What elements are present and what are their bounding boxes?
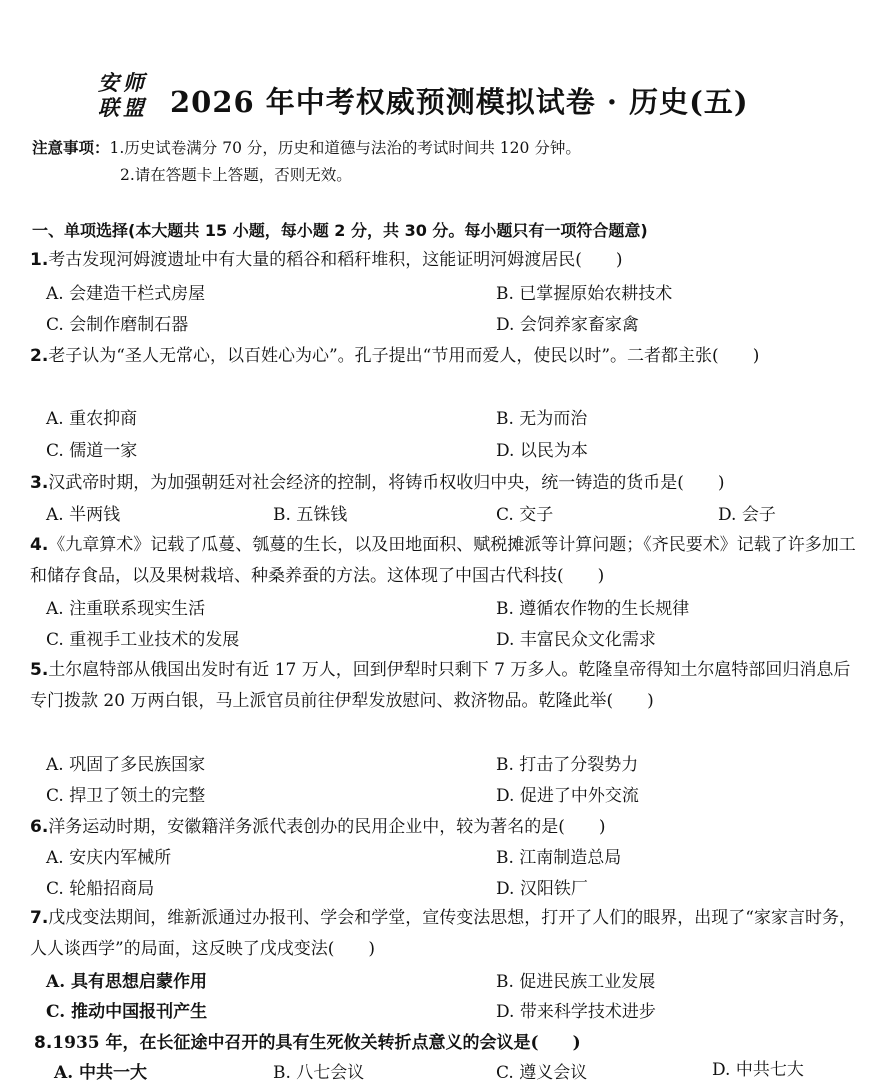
question-text: 洋务运动时期，安徽籍洋务派代表创办的民用企业中，较为著名的是( ): [48, 817, 606, 837]
q5-option-d[interactable]: D. 促进了中外交流: [496, 786, 639, 806]
q7-option-c[interactable]: C. 推动中国报刊产生: [46, 1002, 208, 1022]
q1-option-c[interactable]: C. 会制作磨制石器: [46, 315, 189, 335]
q5-option-a[interactable]: A. 巩固了多民族国家: [46, 755, 206, 775]
question-number: 6.: [30, 817, 49, 837]
question-8: [34, 1028, 581, 1053]
q4-option-b[interactable]: B. 遵循农作物的生长规律: [496, 599, 690, 619]
q3-option-d[interactable]: D. 会子: [718, 505, 776, 525]
q3-option-a[interactable]: A. 半两钱: [46, 505, 121, 525]
q2-option-b[interactable]: B. 无为而治: [496, 409, 588, 429]
q4-option-d[interactable]: D. 丰富民众文化需求: [496, 630, 656, 650]
q2-option-d[interactable]: D. 以民为本: [496, 441, 588, 461]
question-text: 土尔扈特部从俄国出发时有近 17 万人，回到伊犁时只剩下 7 万多人。乾隆皇帝得知土尔扈特部回归消息后专门拨款 20 万两白银，马上派官员前往伊犁发放慰问、救济物品。乾隆此举( ): [30, 660, 851, 711]
q7-option-a[interactable]: A. 具有思想启蒙作用: [46, 972, 208, 992]
question-2: [30, 341, 865, 372]
q6-option-b[interactable]: B. 江南制造总局: [496, 848, 622, 868]
question-text: 《九章算术》记载了瓜蔓、瓠蔓的生长，以及田地面积、赋税摊派等计算问题；《齐民要术》记载了许多加工和储存食品，以及果树栽培、种桑养蚕的方法。这体现了中国古代科技( ): [30, 535, 856, 586]
q2-option-a[interactable]: A. 重农抑商: [46, 409, 138, 429]
question-text: 老子认为“圣人无常心，以百姓心为心”。孔子提出“节用而爱人，使民以时”。二者都主张( ): [48, 346, 760, 366]
exam-title: 2026 年中考权威预测模拟试卷 · 历史(五): [170, 85, 749, 119]
q5-option-c[interactable]: C. 捍卫了领土的完整: [46, 786, 206, 806]
question-number: 7.: [30, 908, 49, 928]
question-1: [30, 245, 623, 270]
notice-line-1: [32, 136, 581, 158]
question-number: 3.: [30, 473, 49, 493]
section-title: 一、单项选择(本大题共 15 小题，每小题 2 分，共 30 分。每小题只有一项符合题意): [32, 221, 648, 240]
question-text: 考古发现河姆渡遗址中有大量的稻谷和稻秆堆积，这能证明河姆渡居民( ): [48, 250, 623, 270]
q6-option-c[interactable]: C. 轮船招商局: [46, 879, 155, 899]
question-number: 2.: [30, 346, 49, 366]
q8-option-d[interactable]: D. 中共七大: [712, 1060, 804, 1080]
question-4: [30, 530, 865, 592]
q8-option-b[interactable]: B. 八七会议: [273, 1063, 365, 1083]
question-number: 5.: [30, 660, 49, 680]
question-5: [30, 655, 865, 717]
question-7: [30, 903, 865, 965]
logo-line-2: 联盟: [98, 95, 148, 120]
q8-option-a[interactable]: A. 中共一大: [54, 1063, 148, 1083]
logo-line-1: 安师: [98, 70, 148, 95]
q3-option-c[interactable]: C. 交子: [496, 505, 554, 525]
q1-option-b[interactable]: B. 已掌握原始农耕技术: [496, 284, 673, 304]
question-number: 4.: [30, 535, 49, 555]
q1-option-d[interactable]: D. 会饲养家畜家禽: [496, 315, 639, 335]
question-number: 1.: [30, 250, 49, 270]
q1-option-a[interactable]: A. 会建造干栏式房屋: [46, 284, 206, 304]
q6-option-d[interactable]: D. 汉阳铁厂: [496, 879, 588, 899]
question-number: 8.: [34, 1033, 53, 1053]
question-3: [30, 468, 725, 493]
q7-option-b[interactable]: B. 促进民族工业发展: [496, 972, 656, 992]
q7-option-d[interactable]: D. 带来科学技术进步: [496, 1002, 656, 1022]
q2-option-c[interactable]: C. 儒道一家: [46, 441, 138, 461]
q3-option-b[interactable]: B. 五铢钱: [273, 505, 348, 525]
publisher-logo: [98, 70, 164, 120]
q4-option-c[interactable]: C. 重视手工业技术的发展: [46, 630, 240, 650]
q6-option-a[interactable]: A. 安庆内军械所: [46, 848, 172, 868]
notice-item-1: 1.历史试卷满分 70 分，历史和道德与法治的考试时间共 120 分钟。: [109, 139, 581, 157]
question-6: [30, 812, 606, 837]
question-text: 戊戌变法期间，维新派通过办报刊、学会和学堂，宣传变法思想，打开了人们的眼界，出现了“家家言时务，人人谈西学”的局面，这反映了戊戌变法( ): [30, 908, 856, 959]
notice-label: 注意事项：: [32, 139, 110, 157]
notice-item-2: 2.请在答题卡上答题，否则无效。: [120, 166, 352, 184]
q5-option-b[interactable]: B. 打击了分裂势力: [496, 755, 639, 775]
q8-option-c[interactable]: C. 遵义会议: [496, 1063, 588, 1083]
q4-option-a[interactable]: A. 注重联系现实生活: [46, 599, 206, 619]
question-text: 汉武帝时期，为加强朝廷对社会经济的控制，将铸币权收归中央，统一铸造的货币是( ): [48, 473, 725, 493]
question-text: 1935 年，在长征途中召开的具有生死攸关转折点意义的会议是( ): [52, 1033, 581, 1053]
